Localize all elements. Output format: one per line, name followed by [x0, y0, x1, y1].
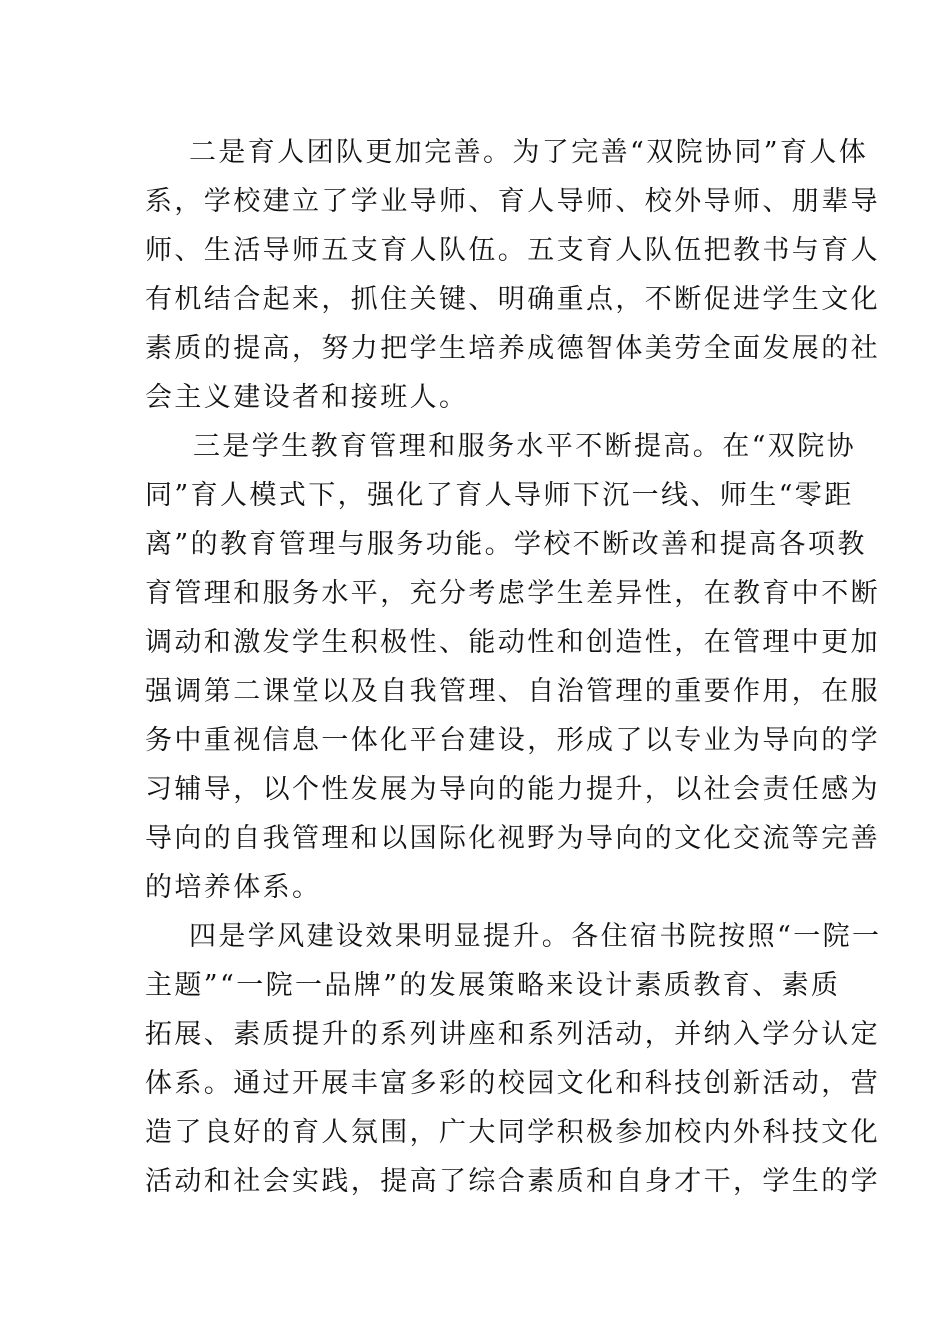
text-line: 四是学风建设效果明显提升。各住宿书院按照“一院一 — [189, 921, 882, 952]
document-body — [145, 128, 882, 1206]
text-line: 二是育人团队更加完善。为了完善“双院协同”育人体 — [189, 137, 869, 168]
text-line: 的培养体系。 — [145, 872, 322, 903]
text-line: 务中重视信息一体化平台建设，形成了以专业为导向的学 — [145, 725, 880, 756]
paragraph-team — [145, 128, 880, 422]
text-line: 有机结合起来，抓住关键、明确重点，不断促进学生文化 — [145, 284, 880, 315]
text-line: 习辅导，以个性发展为导向的能力提升，以社会责任感为 — [145, 774, 880, 805]
paragraph-management — [145, 422, 880, 912]
paragraph-study-style — [145, 912, 882, 1206]
text-line: 造了良好的育人氛围，广大同学积极参加校内外科技文化 — [145, 1117, 880, 1148]
text-line: 离”的教育管理与服务功能。学校不断改善和提高各项教 — [145, 529, 867, 560]
text-line: 师、生活导师五支育人队伍。五支育人队伍把教书与育人 — [145, 235, 880, 266]
text-line: 调动和激发学生积极性、能动性和创造性，在管理中更加 — [145, 627, 880, 658]
text-line: 素质的提高，努力把学生培养成德智体美劳全面发展的社 — [145, 333, 880, 364]
text-line: 拓展、素质提升的系列讲座和系列活动，并纳入学分认定 — [145, 1019, 880, 1050]
text-line: 育管理和服务水平，充分考虑学生差异性，在教育中不断 — [145, 578, 880, 609]
text-line: 导向的自我管理和以国际化视野为导向的文化交流等完善 — [145, 823, 880, 854]
text-line: 主题”“一院一品牌”的发展策略来设计素质教育、素质 — [145, 970, 841, 1001]
text-line: 强调第二课堂以及自我管理、自治管理的重要作用，在服 — [145, 676, 880, 707]
text-line: 同”育人模式下，强化了育人导师下沉一线、师生“零距 — [145, 480, 854, 511]
text-line: 体系。通过开展丰富多彩的校园文化和科技创新活动，营 — [145, 1068, 880, 1099]
text-line: 会主义建设者和接班人。 — [145, 382, 469, 413]
text-line: 活动和社会实践，提高了综合素质和自身才干，学生的学 — [145, 1166, 880, 1197]
text-line: 三是学生教育管理和服务水平不断提高。在“双院协 — [193, 431, 857, 462]
text-line: 系，学校建立了学业导师、育人导师、校外导师、朋辈导 — [145, 186, 880, 217]
